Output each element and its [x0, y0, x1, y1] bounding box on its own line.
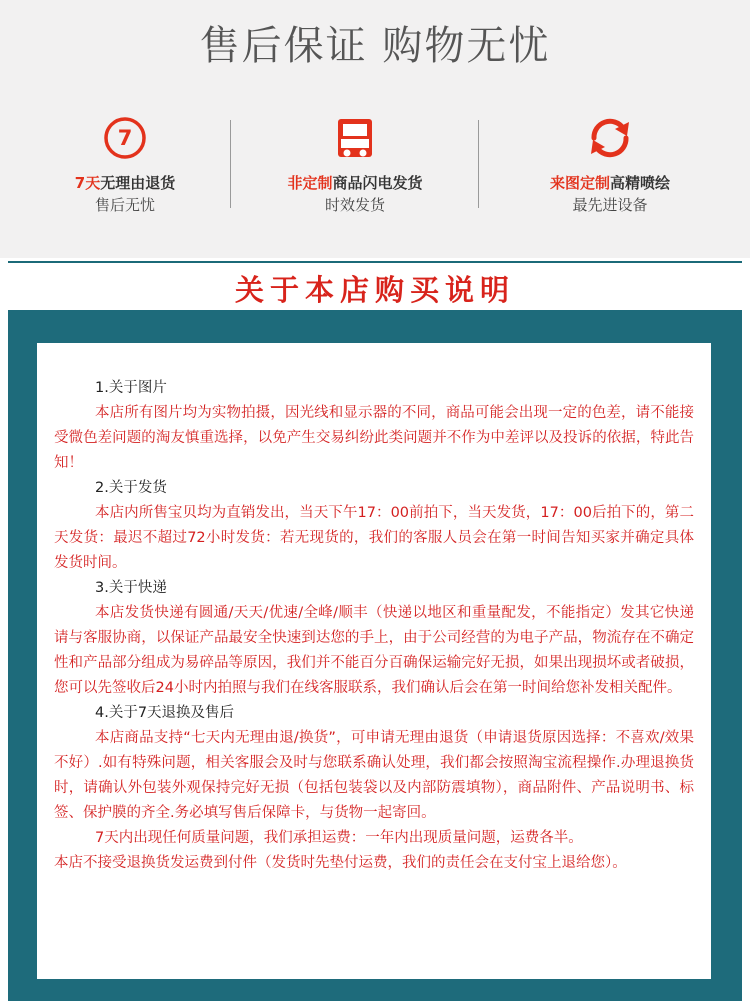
seven-badge: 7 — [117, 126, 133, 150]
feature-title-highlight: 非定制 — [287, 174, 333, 192]
feature-title — [500, 172, 720, 194]
section-body-courier: 本店发货快递有圆通/天天/优速/全峰/顺丰（快递以地区和重量配发，不能指定）发其它快递请与客服协商，以保证产品最安全快速到达您的手上，由于公司经营的为电子产品，物流存在不确定性和产品部分组成为易碎品等原因，我们并不能百分百确保运输完好无损，如果出现损坏或者破损，您可以先签收后24小时内拍照与我们在线客服联系，我们确认后会在第一时间给您补发相关配件。 — [54, 605, 694, 696]
delivery-truck-icon — [329, 112, 381, 164]
divider — [478, 120, 479, 208]
feature-seven-day-return — [15, 112, 235, 216]
quality-shipping-note: 7天内出现任何质量问题，我们承担运费：一年内出现质量问题，运费各半。 — [95, 830, 583, 846]
guarantee-banner — [0, 0, 750, 258]
cod-refusal-note: 本店不接受退换货发运费到付件（发货时先垫付运费，我们的责任会在支付宝上退给您）。 — [54, 855, 627, 871]
seven-days-icon — [99, 112, 151, 164]
feature-subtitle: 时效发货 — [324, 196, 385, 214]
feature-title-rest: 高精喷绘 — [610, 174, 671, 192]
feature-fast-shipping — [245, 112, 465, 216]
feature-subtitle: 最先进设备 — [572, 196, 648, 214]
section-rule — [8, 261, 742, 263]
section-body-pictures: 本店所有图片均为实物拍摄，因光线和显示器的不同，商品可能会出现一定的色差，请不能接受微色差问题的淘友慎重选择，以免产生交易纠纷此类问题并不作为中差评以及投诉的依据，特此告知！ — [54, 405, 694, 471]
feature-subtitle: 售后无忧 — [94, 196, 155, 214]
section-body-returns: 本店商品支持“七天内无理由退/换货”，可申请无理由退货（申请退货原因选择：不喜欢/效果不好）.如有特殊问题，相关客服会及时与您联系确认处理，我们都会按照淘宝流程操作.办理退换货时，请确认外包装外观保持完好无损（包括包装袋以及内部防震填物），商品附件、产品说明书、标签、保护膜的齐全.务必填写售后保障卡，与货物一起寄回。 — [54, 730, 694, 821]
section-heading-courier: 3.关于快递 — [95, 580, 167, 596]
section-heading-shipping: 2.关于发货 — [95, 480, 167, 496]
banner-headline: 售后保证 购物无忧 — [199, 23, 551, 69]
feature-title-highlight: 7天 — [74, 174, 101, 192]
feature-title-rest: 商品闪电发货 — [332, 174, 423, 192]
notice-content — [54, 376, 694, 876]
notice-title: 关于本店购买说明 — [234, 273, 515, 307]
refresh-arrows-icon — [584, 112, 636, 164]
section-heading-pictures: 1.关于图片 — [95, 380, 167, 396]
divider — [230, 120, 231, 208]
section-heading-returns: 4.关于7天退换及售后 — [95, 705, 235, 721]
feature-title — [15, 172, 235, 194]
feature-custom-print — [500, 112, 720, 216]
feature-title — [245, 172, 465, 194]
section-body-shipping: 本店内所售宝贝均为直销发出，当天下午17：00前拍下，当天发货，17：00后拍下的，第二天发货：最迟不超过72小时发货：若无现货的，我们的客服人员会在第一时间告知买家并确定具体发货时间。 — [54, 505, 694, 571]
feature-title-highlight: 来图定制 — [549, 174, 610, 192]
feature-title-rest: 无理由退货 — [100, 174, 176, 192]
